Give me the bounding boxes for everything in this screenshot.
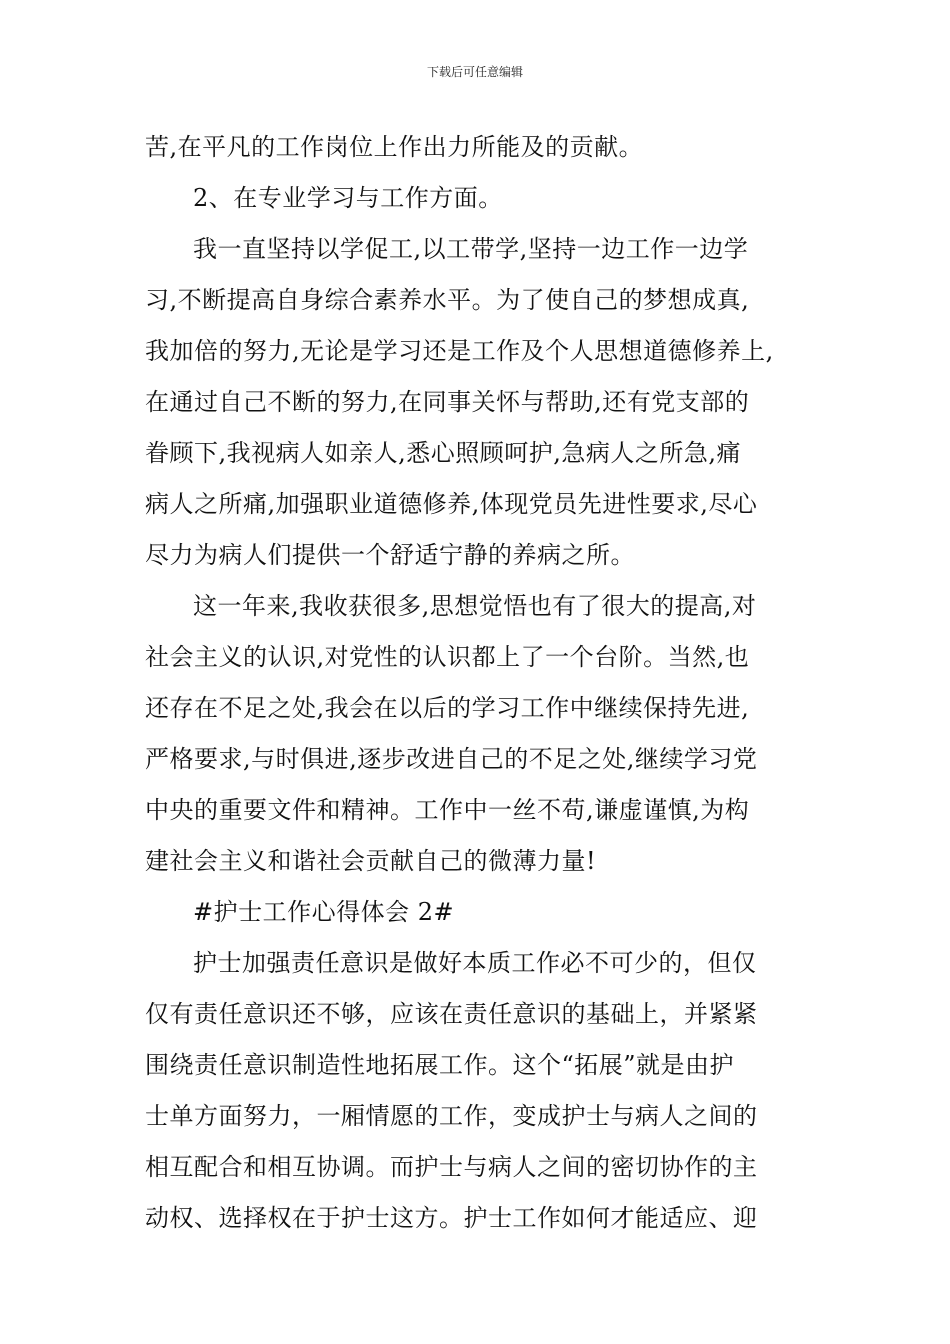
text-line: 在通过自己不断的努力,在同事关怀与帮助,还有党支部的 <box>145 388 750 416</box>
text-line: 中央的重要文件和精神。工作中一丝不苟,谦虚谨慎,为构 <box>145 796 750 824</box>
text-line: 相互配合和相互协调。而护士与病人之间的密切协作的主 <box>145 1153 758 1181</box>
text-line: 我一直坚持以学促工,以工带学,坚持一边工作一边学 <box>193 235 749 263</box>
text-line: 眷顾下,我视病人如亲人,悉心照顾呵护,急病人之所急,痛 <box>145 439 742 467</box>
text-line: 苦,在平凡的工作岗位上作出力所能及的贡献。 <box>145 133 644 161</box>
text-line: 动权、选择权在于护士这方。护士工作如何才能适应、迎 <box>145 1204 758 1232</box>
text-line: 还存在不足之处,我会在以后的学习工作中继续保持先进, <box>145 694 750 722</box>
text-line: 这一年来,我收获很多,思想觉悟也有了很大的提高,对 <box>193 592 757 620</box>
text-line: 病人之所痛,加强职业道德修养,体现党员先进性要求,尽心 <box>145 490 758 518</box>
text-line: 围绕责任意识制造性地拓展工作。这个“拓展”就是由护 <box>145 1051 735 1079</box>
page-header: 下载后可任意编辑 <box>426 65 523 79</box>
text-line: 护士加强责任意识是做好本质工作必不可少的，但仅 <box>193 949 757 977</box>
document-body <box>145 122 815 1244</box>
text-line: 尽力为病人们提供一个舒适宁静的养病之所。 <box>145 541 635 569</box>
text-line: 我加倍的努力,无论是学习还是工作及个人思想道德修养上, <box>145 337 774 365</box>
section-heading: 2、在专业学习与工作方面。 <box>193 184 503 212</box>
section-title: #护士工作心得体会 2# <box>193 898 455 926</box>
text-line: 士单方面努力，一厢情愿的工作，变成护士与病人之间的 <box>145 1102 758 1130</box>
text-line: 仅有责任意识还不够，应该在责任意识的基础上，并紧紧 <box>145 1000 758 1028</box>
text-line: 建社会主义和谐社会贡献自己的微薄力量! <box>145 847 597 875</box>
text-line: 习,不断提高自身综合素养水平。为了使自己的梦想成真, <box>145 286 750 314</box>
text-line: 社会主义的认识,对党性的认识都上了一个台阶。当然,也 <box>145 643 750 671</box>
text-line: 严格要求,与时俱进,逐步改进自己的不足之处,继续学习党 <box>145 745 758 773</box>
